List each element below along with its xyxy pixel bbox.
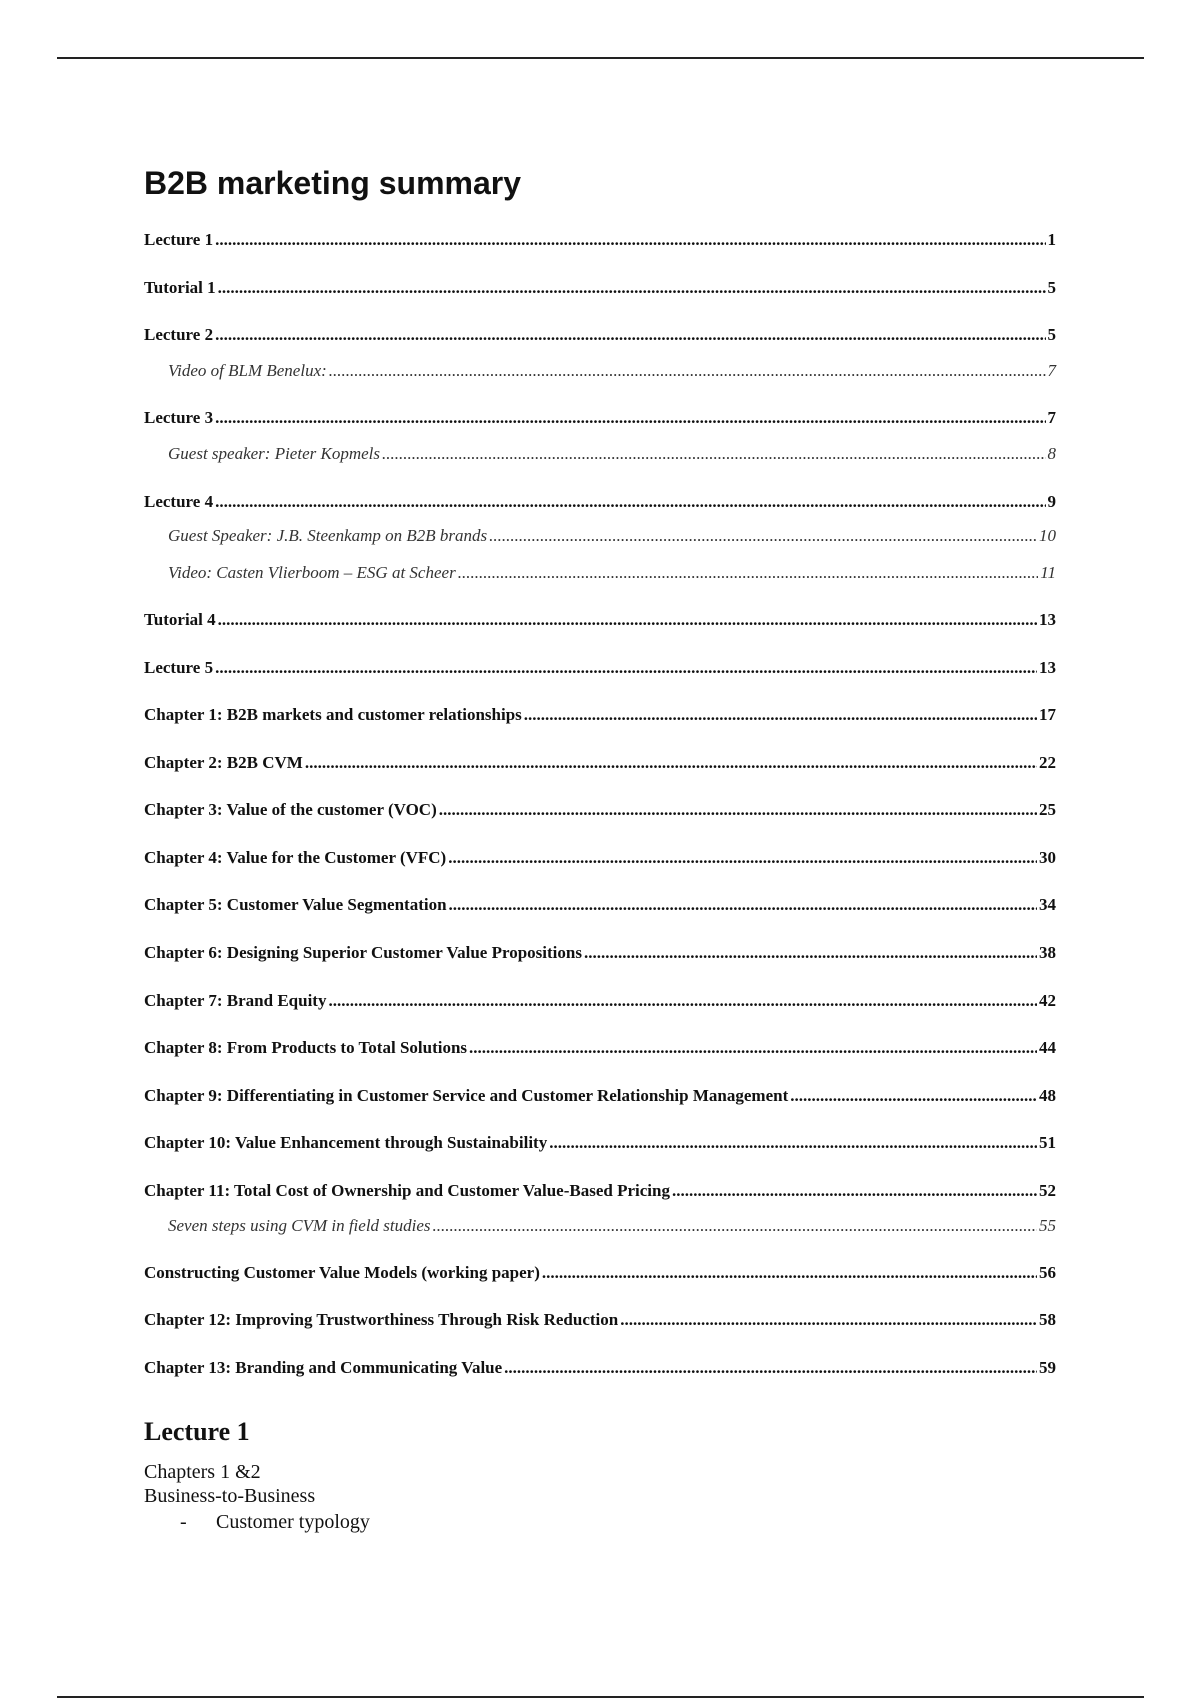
toc-entry-label: Chapter 9: Differentiating in Customer Service and Customer Relationship Management xyxy=(144,1086,789,1105)
toc-entry-label: Constructing Customer Value Models (working paper) xyxy=(144,1263,540,1282)
toc-entry-label: Video of BLM Benelux: xyxy=(168,361,327,380)
list-item-text: Customer typology xyxy=(216,1511,370,1533)
toc-leader xyxy=(489,523,1037,549)
toc-entry-label: Video: Casten Vlierboom – ESG at Scheer xyxy=(168,563,456,582)
toc-entry-label: Chapter 2: B2B CVM xyxy=(144,753,303,772)
toc-entry-chapter-2[interactable] xyxy=(144,750,1056,776)
toc-entry-lecture-5[interactable] xyxy=(144,655,1056,681)
toc-entry-label: Chapter 5: Customer Value Segmentation xyxy=(144,895,447,914)
toc-entry-page: 8 xyxy=(1047,444,1056,463)
toc-entry-video-blm-benelux[interactable] xyxy=(168,358,1056,384)
header-rule xyxy=(57,57,1144,59)
toc-entry-page: 48 xyxy=(1039,1086,1056,1105)
toc-entry-page: 42 xyxy=(1039,991,1056,1010)
toc-leader xyxy=(215,405,1045,431)
toc-leader xyxy=(469,1035,1037,1061)
toc-entry-page: 9 xyxy=(1047,492,1056,511)
toc-leader xyxy=(329,358,1046,384)
toc-entry-label: Chapter 10: Value Enhancement through Sustainability xyxy=(144,1133,548,1152)
toc-entry-page: 11 xyxy=(1040,563,1056,582)
toc-entry-page: 25 xyxy=(1039,800,1056,819)
toc-entry-page: 55 xyxy=(1039,1216,1056,1235)
toc-leader xyxy=(439,797,1037,823)
toc-entry-label: Chapter 3: Value of the customer (VOC) xyxy=(144,800,437,819)
toc-entry-page: 5 xyxy=(1047,325,1056,344)
toc-entry-page: 13 xyxy=(1039,658,1056,677)
toc-entry-chapter-9[interactable] xyxy=(144,1083,1056,1109)
toc-entry-label: Chapter 12: Improving Trustworthiness Through Risk Reduction xyxy=(144,1310,619,1329)
toc-entry-chapter-3[interactable] xyxy=(144,797,1056,823)
toc-leader xyxy=(215,489,1045,515)
toc-leader xyxy=(448,845,1037,871)
toc-entry-chapter-8[interactable] xyxy=(144,1035,1056,1061)
toc-leader xyxy=(328,988,1037,1014)
document-title: B2B marketing summary xyxy=(144,165,522,201)
toc-entry-page: 1 xyxy=(1047,230,1056,249)
toc-entry-label: Chapter 13: Branding and Communicating Value xyxy=(144,1358,503,1377)
toc-leader xyxy=(218,275,1046,301)
toc-entry-label: Guest speaker: Pieter Kopmels xyxy=(168,444,380,463)
toc-entry-chapter-6[interactable] xyxy=(144,940,1056,966)
toc-entry-page: 22 xyxy=(1039,753,1056,772)
toc-entry-chapter-5[interactable] xyxy=(144,892,1056,918)
toc-entry-tutorial-1[interactable] xyxy=(144,275,1056,301)
toc-leader xyxy=(790,1083,1037,1109)
toc-entry-seven-steps-cvm[interactable] xyxy=(168,1213,1056,1239)
toc-leader xyxy=(542,1260,1037,1286)
toc-leader xyxy=(672,1178,1037,1204)
toc-entry-label: Lecture 5 xyxy=(144,658,214,677)
toc-entry-label: Seven steps using CVM in field studies xyxy=(168,1216,431,1235)
toc-leader xyxy=(305,750,1037,776)
toc-leader xyxy=(215,322,1045,348)
toc-leader xyxy=(524,702,1037,728)
toc-entry-label: Chapter 7: Brand Equity xyxy=(144,991,327,1010)
toc-entry-page: 17 xyxy=(1039,705,1056,724)
toc-entry-chapter-4[interactable] xyxy=(144,845,1056,871)
toc-entry-label: Chapter 11: Total Cost of Ownership and Customer Value-Based Pricing xyxy=(144,1181,670,1200)
toc-leader xyxy=(433,1213,1037,1239)
toc-entry-guest-speaker-kopmels[interactable] xyxy=(168,441,1056,467)
toc-entry-label: Tutorial 4 xyxy=(144,610,216,629)
toc-entry-label: Chapter 6: Designing Superior Customer Value Propositions xyxy=(144,943,582,962)
toc-entry-chapter-7[interactable] xyxy=(144,988,1056,1014)
toc-entry-label: Lecture 3 xyxy=(144,408,214,427)
toc-entry-label: Lecture 2 xyxy=(144,325,214,344)
toc-leader xyxy=(504,1355,1037,1381)
toc-entry-label: Guest Speaker: J.B. Steenkamp on B2B brands xyxy=(168,526,488,545)
section-heading: Lecture 1 xyxy=(144,1417,250,1446)
toc-entry-page: 7 xyxy=(1047,361,1056,380)
toc-entry-page: 13 xyxy=(1039,610,1056,629)
toc-entry-label: Chapter 1: B2B markets and customer relationships xyxy=(144,705,522,724)
toc-entry-label: Tutorial 1 xyxy=(144,278,216,297)
toc-entry-video-vlierboom[interactable] xyxy=(168,560,1056,586)
toc-entry-page: 59 xyxy=(1039,1358,1056,1377)
toc-leader xyxy=(458,560,1039,586)
toc-leader xyxy=(584,940,1037,966)
toc-leader xyxy=(215,227,1045,253)
toc-entry-page: 51 xyxy=(1039,1133,1056,1152)
bullet-dash: - xyxy=(180,1511,187,1533)
toc-entry-page: 52 xyxy=(1039,1181,1056,1200)
body-text-line: Chapters 1 &2 xyxy=(144,1461,261,1483)
toc-entry-lecture-1[interactable] xyxy=(144,227,1056,253)
toc-entry-lecture-4[interactable] xyxy=(144,489,1056,515)
toc-entry-chapter-11[interactable] xyxy=(144,1178,1056,1204)
list-item xyxy=(180,1509,370,1535)
toc-leader xyxy=(449,892,1037,918)
toc-entry-page: 38 xyxy=(1039,943,1056,962)
toc-leader xyxy=(218,607,1037,633)
toc-leader xyxy=(620,1307,1037,1333)
footer-rule xyxy=(57,1696,1144,1698)
toc-entry-page: 56 xyxy=(1039,1263,1056,1282)
toc-entry-guest-speaker-steenkamp[interactable] xyxy=(168,523,1056,549)
toc-entry-page: 7 xyxy=(1047,408,1056,427)
toc-entry-lecture-3[interactable] xyxy=(144,405,1056,431)
body-text-line: Business-to-Business xyxy=(144,1485,316,1507)
toc-entry-page: 44 xyxy=(1039,1038,1056,1057)
toc-entry-constructing-cvm[interactable] xyxy=(144,1260,1056,1286)
toc-entry-tutorial-4[interactable] xyxy=(144,607,1056,633)
toc-leader xyxy=(549,1130,1037,1156)
toc-entry-page: 5 xyxy=(1047,278,1056,297)
toc-entry-page: 34 xyxy=(1039,895,1056,914)
toc-leader xyxy=(215,655,1037,681)
toc-entry-label: Lecture 1 xyxy=(144,230,214,249)
toc-entry-chapter-12[interactable] xyxy=(144,1307,1056,1333)
toc-entry-chapter-10[interactable] xyxy=(144,1130,1056,1156)
toc-entry-label: Lecture 4 xyxy=(144,492,214,511)
toc-entry-chapter-13[interactable] xyxy=(144,1355,1056,1381)
toc-entry-label: Chapter 8: From Products to Total Solutions xyxy=(144,1038,468,1057)
toc-leader xyxy=(382,441,1046,467)
toc-entry-label: Chapter 4: Value for the Customer (VFC) xyxy=(144,848,447,867)
toc-entry-chapter-1[interactable] xyxy=(144,702,1056,728)
toc-entry-lecture-2[interactable] xyxy=(144,322,1056,348)
toc-entry-page: 30 xyxy=(1039,848,1056,867)
toc-entry-page: 10 xyxy=(1039,526,1056,545)
toc-entry-page: 58 xyxy=(1039,1310,1056,1329)
